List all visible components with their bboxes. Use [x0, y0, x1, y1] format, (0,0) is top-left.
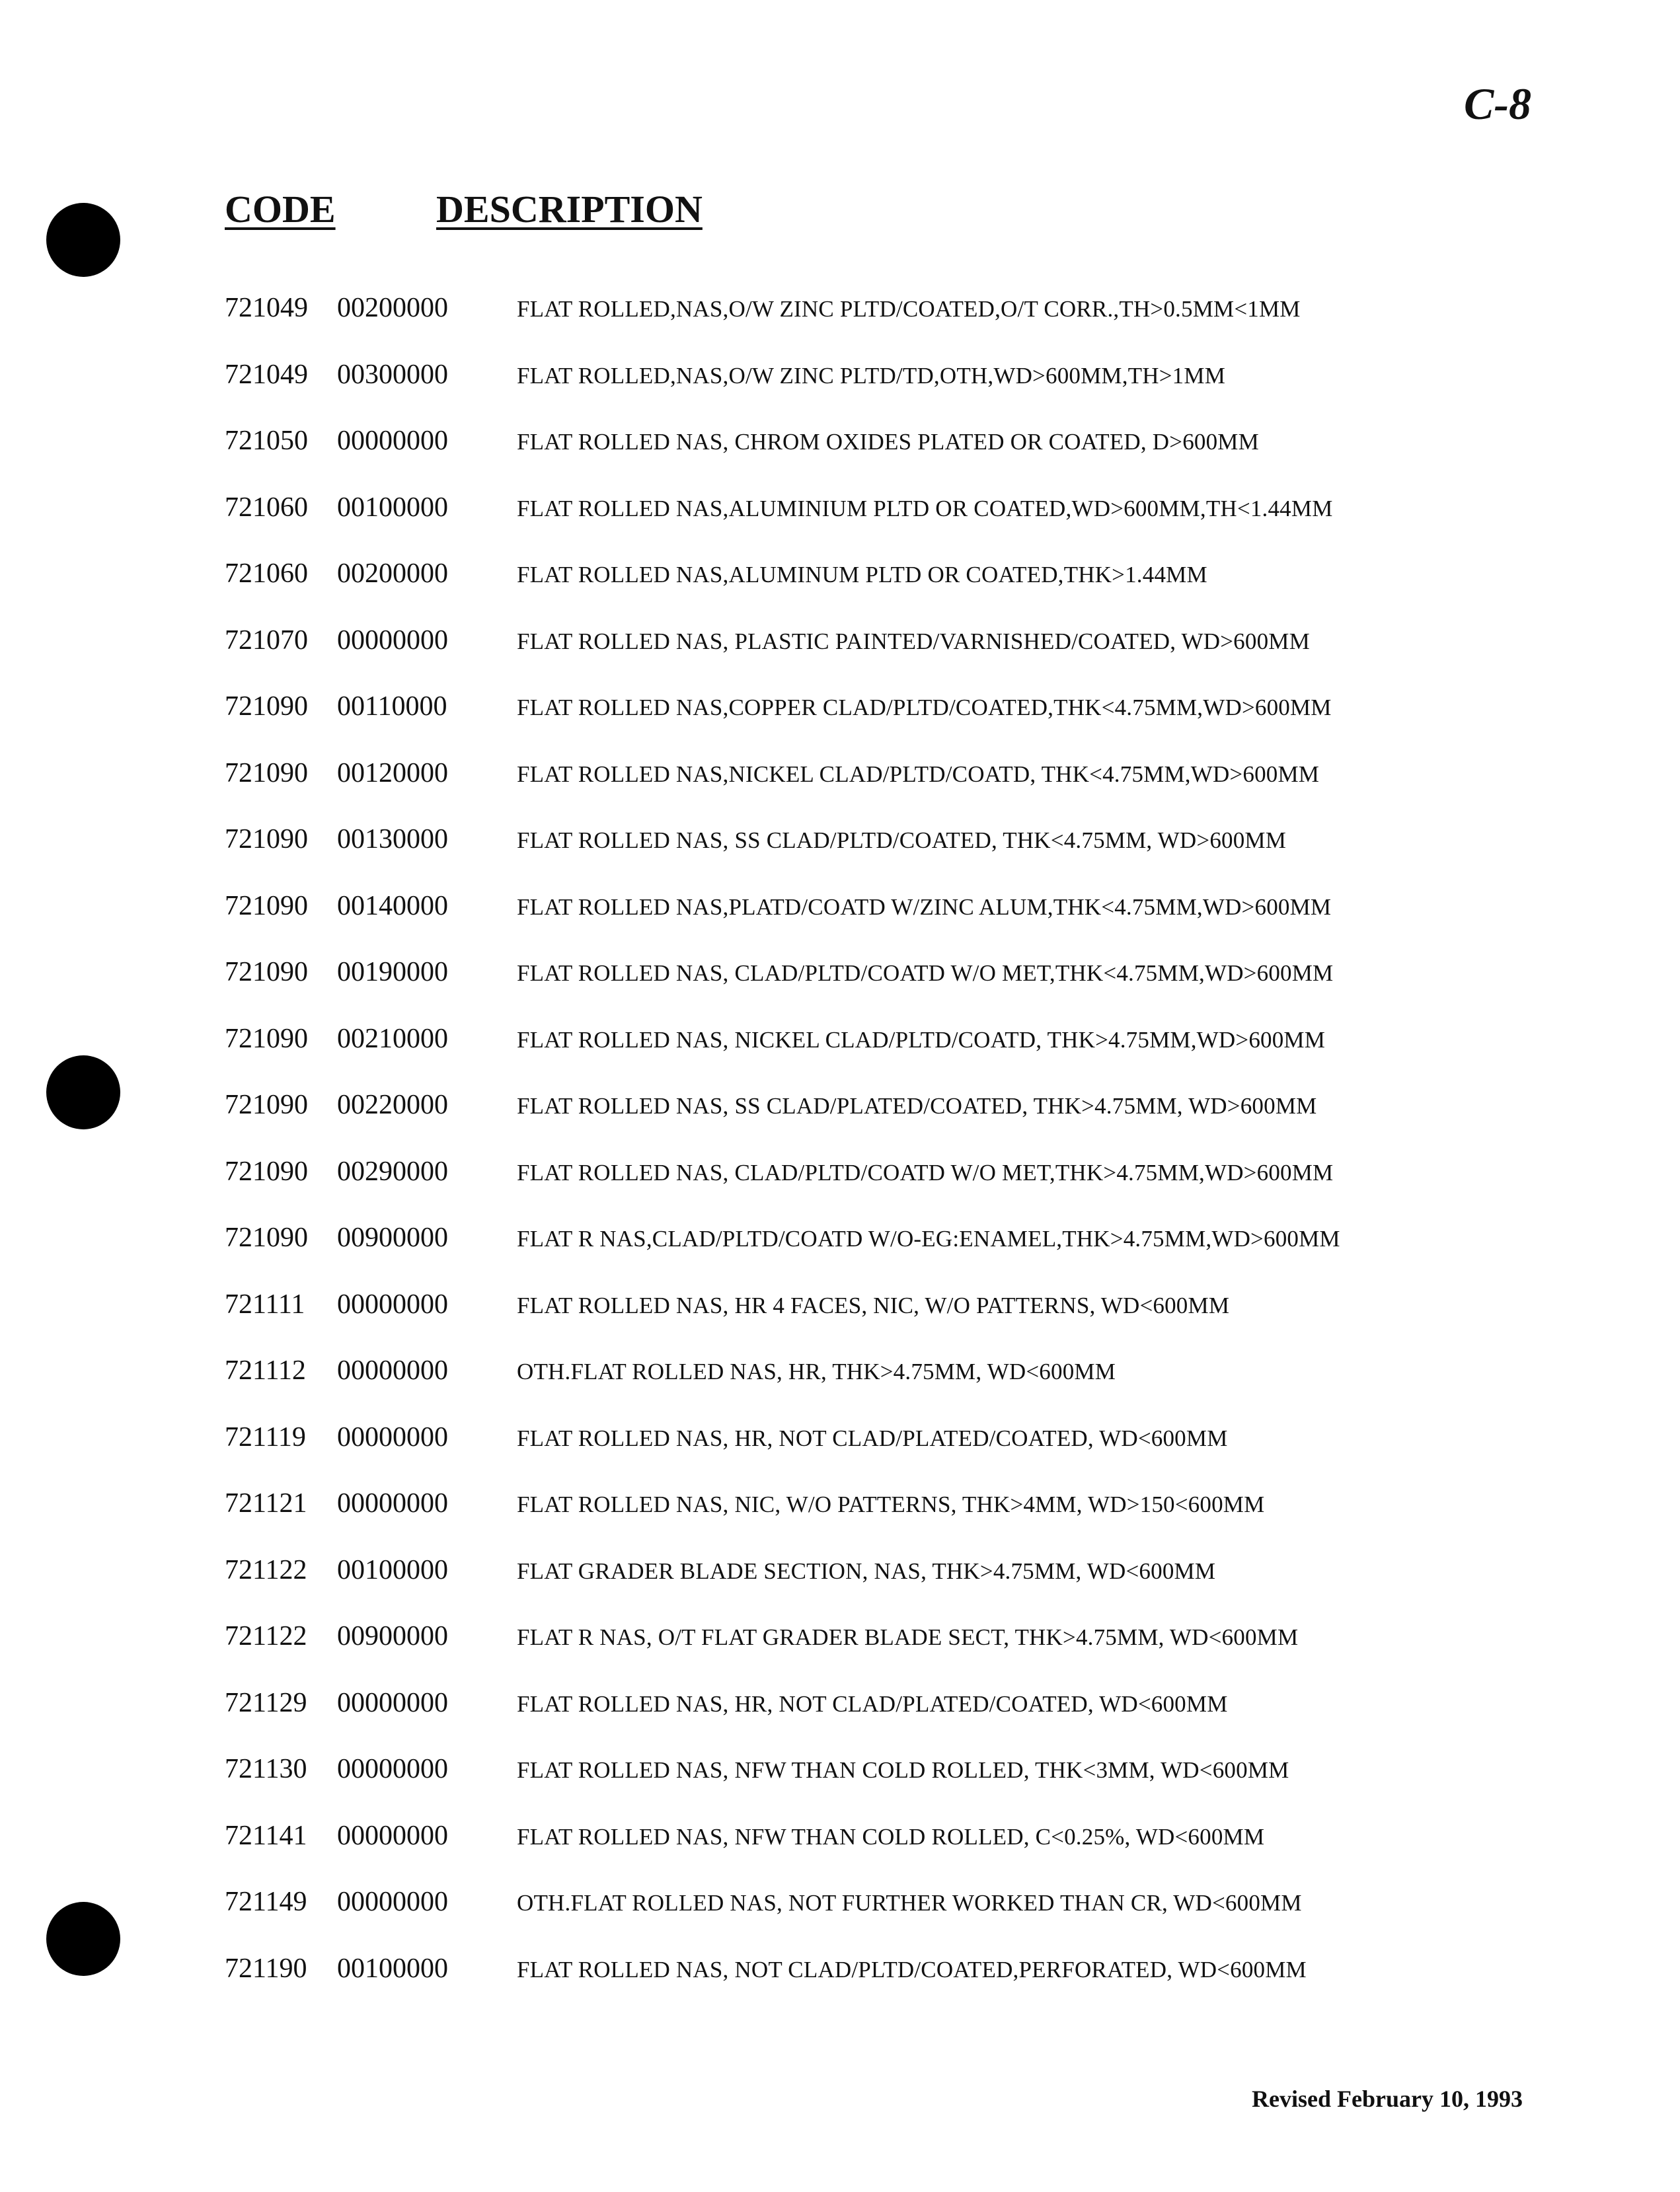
column-header-code: CODE: [225, 188, 336, 231]
row-code-primary: 721090: [225, 1223, 308, 1253]
row-code-secondary: 00100000: [337, 492, 448, 523]
table-row: [225, 956, 1546, 1023]
table-row: [225, 1222, 1546, 1289]
row-description: FLAT GRADER BLADE SECTION, NAS, THK>4.75MM, WD<600MM: [517, 1558, 1216, 1584]
table-row: [225, 1421, 1546, 1488]
row-description: FLAT ROLLED NAS,COPPER CLAD/PLTD/COATED,THK<4.75MM,WD>600MM: [517, 695, 1332, 720]
row-code-primary: 721090: [225, 824, 308, 854]
table-row: [225, 1886, 1546, 1953]
row-code-secondary: 00000000: [337, 1887, 448, 1917]
row-code-primary: 721090: [225, 1023, 308, 1054]
table-row: [225, 691, 1546, 757]
table-row: [225, 757, 1546, 824]
row-code-secondary: 00140000: [337, 890, 448, 921]
page-number: C-8: [1464, 79, 1531, 129]
table-row: [225, 1953, 1546, 2020]
row-description: FLAT ROLLED NAS, HR, NOT CLAD/PLATED/COATED, WD<600MM: [517, 1425, 1228, 1451]
row-code-secondary: 00000000: [337, 1820, 448, 1851]
row-code-primary: 721049: [225, 293, 308, 323]
row-description: FLAT ROLLED NAS, NFW THAN COLD ROLLED, THK<3MM, WD<600MM: [517, 1757, 1289, 1783]
row-description: FLAT R NAS,CLAD/PLTD/COATD W/O-EG:ENAMEL,THK>4.75MM,WD>600MM: [517, 1226, 1340, 1252]
row-description: FLAT ROLLED NAS,ALUMINUM PLTD OR COATED,THK>1.44MM: [517, 562, 1207, 587]
row-code-primary: 721090: [225, 1090, 308, 1120]
column-header-description: DESCRIPTION: [436, 188, 703, 231]
row-code-secondary: 00120000: [337, 757, 448, 788]
row-description: FLAT ROLLED NAS,PLATD/COATD W/ZINC ALUM,THK<4.75MM,WD>600MM: [517, 893, 1332, 920]
table-row: [225, 1620, 1546, 1687]
row-code-secondary: 00000000: [337, 1289, 448, 1320]
row-code-secondary: 00000000: [337, 1421, 448, 1453]
row-description: FLAT R NAS, O/T FLAT GRADER BLADE SECT, THK>4.75MM, WD<600MM: [517, 1624, 1299, 1650]
row-code-secondary: 00210000: [337, 1023, 448, 1054]
row-description: FLAT ROLLED NAS,NICKEL CLAD/PLTD/COATD, THK<4.75MM,WD>600MM: [517, 761, 1320, 787]
row-code-secondary: 00000000: [337, 1754, 448, 1784]
revision-date: Revised February 10, 1993: [1252, 2086, 1523, 2112]
table-row: [225, 1289, 1546, 1355]
table-row: [225, 1488, 1546, 1554]
binder-hole: [46, 1902, 120, 1976]
table-row: [225, 1089, 1546, 1156]
table-row: [225, 1753, 1546, 1820]
row-code-secondary: 00000000: [337, 1355, 448, 1386]
row-code-secondary: 00100000: [337, 1554, 448, 1585]
row-description: FLAT ROLLED NAS, NFW THAN COLD ROLLED, C<0.25%, WD<600MM: [517, 1823, 1265, 1850]
row-code-secondary: 00100000: [337, 1953, 448, 1984]
row-code-secondary: 00130000: [337, 824, 448, 854]
row-description: FLAT ROLLED NAS, SS CLAD/PLATED/COATED, THK>4.75MM, WD>600MM: [517, 1093, 1317, 1119]
row-code-primary: 721090: [225, 691, 308, 722]
row-description: FLAT ROLLED NAS, HR, NOT CLAD/PLATED/COATED, WD<600MM: [517, 1690, 1228, 1717]
row-code-primary: 721090: [225, 890, 308, 921]
row-code-primary: 721111: [225, 1289, 305, 1320]
table-row: [225, 624, 1546, 691]
row-description: FLAT ROLLED NAS, NIC, W/O PATTERNS, THK>4MM, WD>150<600MM: [517, 1492, 1265, 1517]
row-code-primary: 721149: [225, 1887, 307, 1917]
row-code-secondary: 00110000: [337, 691, 447, 722]
row-description: OTH.FLAT ROLLED NAS, HR, THK>4.75MM, WD<600MM: [517, 1359, 1116, 1384]
table-row: [225, 1023, 1546, 1090]
row-description: FLAT ROLLED,NAS,O/W ZINC PLTD/COATED,O/T CORR.,TH>0.5MM<1MM: [517, 296, 1301, 322]
row-code-primary: 721141: [225, 1820, 307, 1851]
row-description: FLAT ROLLED,NAS,O/W ZINC PLTD/TD,OTH,WD>600MM,TH>1MM: [517, 362, 1226, 389]
row-code-secondary: 00000000: [337, 624, 448, 656]
table-row: [225, 558, 1546, 624]
row-description: OTH.FLAT ROLLED NAS, NOT FURTHER WORKED THAN CR, WD<600MM: [517, 1890, 1302, 1916]
row-description: FLAT ROLLED NAS, CHROM OXIDES PLATED OR COATED, D>600MM: [517, 429, 1259, 455]
row-code-primary: 721070: [225, 624, 308, 656]
table-row: [225, 425, 1546, 492]
row-code-secondary: 00000000: [337, 1687, 448, 1718]
table-row: [225, 890, 1546, 957]
row-code-primary: 721050: [225, 426, 308, 456]
row-code-primary: 721090: [225, 1156, 308, 1187]
code-table: [225, 292, 1546, 2019]
table-row: [225, 492, 1546, 558]
row-code-primary: 721060: [225, 558, 308, 589]
table-row: [225, 1156, 1546, 1223]
row-description: FLAT ROLLED NAS, NOT CLAD/PLTD/COATED,PERFORATED, WD<600MM: [517, 1956, 1307, 1983]
row-code-secondary: 00900000: [337, 1621, 448, 1651]
row-code-secondary: 00300000: [337, 359, 448, 390]
row-code-primary: 721112: [225, 1355, 306, 1386]
row-code-secondary: 00220000: [337, 1090, 448, 1120]
row-code-secondary: 00900000: [337, 1223, 448, 1253]
row-code-primary: 721121: [225, 1488, 307, 1519]
row-description: FLAT ROLLED NAS, SS CLAD/PLTD/COATED, THK<4.75MM, WD>600MM: [517, 827, 1287, 853]
row-code-secondary: 00000000: [337, 426, 448, 456]
row-description: FLAT ROLLED NAS, CLAD/PLTD/COATD W/O MET,THK<4.75MM,WD>600MM: [517, 960, 1334, 986]
table-row: [225, 1554, 1546, 1621]
row-code-secondary: 00190000: [337, 957, 448, 987]
row-description: FLAT ROLLED NAS, NICKEL CLAD/PLTD/COATD, THK>4.75MM,WD>600MM: [517, 1026, 1326, 1053]
row-code-primary: 721060: [225, 492, 308, 523]
table-row: [225, 1687, 1546, 1754]
table-row: [225, 359, 1546, 426]
binder-hole: [46, 203, 120, 277]
row-code-primary: 721049: [225, 359, 308, 390]
row-code-primary: 721090: [225, 757, 308, 788]
binder-hole: [46, 1055, 120, 1129]
row-code-secondary: 00200000: [337, 293, 448, 323]
row-code-primary: 721190: [225, 1953, 307, 1984]
row-code-primary: 721122: [225, 1554, 307, 1585]
table-row: [225, 292, 1546, 359]
row-code-primary: 721119: [225, 1421, 306, 1453]
row-code-secondary: 00290000: [337, 1156, 448, 1187]
row-code-primary: 721122: [225, 1621, 307, 1651]
table-row: [225, 1820, 1546, 1887]
table-row: [225, 823, 1546, 890]
row-description: FLAT ROLLED NAS, CLAD/PLTD/COATD W/O MET,THK>4.75MM,WD>600MM: [517, 1159, 1334, 1186]
row-code-secondary: 00200000: [337, 558, 448, 589]
row-code-primary: 721090: [225, 957, 308, 987]
row-code-secondary: 00000000: [337, 1488, 448, 1519]
row-description: FLAT ROLLED NAS, PLASTIC PAINTED/VARNISHED/COATED, WD>600MM: [517, 628, 1310, 654]
row-code-primary: 721130: [225, 1754, 307, 1784]
table-row: [225, 1355, 1546, 1421]
row-description: FLAT ROLLED NAS,ALUMINIUM PLTD OR COATED,WD>600MM,TH<1.44MM: [517, 495, 1333, 521]
row-description: FLAT ROLLED NAS, HR 4 FACES, NIC, W/O PATTERNS, WD<600MM: [517, 1292, 1230, 1318]
row-code-primary: 721129: [225, 1687, 307, 1718]
